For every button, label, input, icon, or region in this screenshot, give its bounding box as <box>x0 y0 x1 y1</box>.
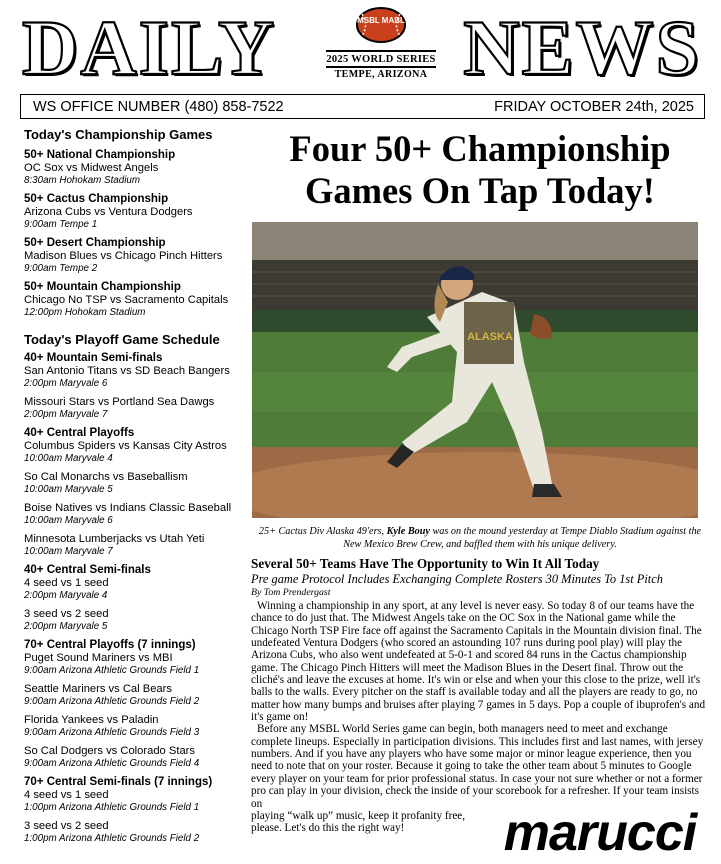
game-teams: Chicago No TSP vs Sacramento Capitals <box>24 294 229 306</box>
game-teams: Seattle Mariners vs Cal Bears <box>24 683 172 695</box>
playoff-group <box>24 563 246 633</box>
game-time-venue: 1:00pm Arizona Athletic Grounds Field 2 <box>24 833 200 844</box>
logo-location: TEMPE, ARIZONA <box>334 69 428 80</box>
playoff-group <box>24 775 246 845</box>
info-bar <box>20 94 705 119</box>
game-time-venue: 9:00am Tempe 2 <box>24 263 98 274</box>
masthead-title-right: NEWS <box>463 4 701 91</box>
world-series-logo <box>318 6 444 90</box>
game-teams: 4 seed vs 1 seed <box>24 577 109 589</box>
game-teams: 4 seed vs 1 seed <box>24 789 109 801</box>
championship-title: Today's Championship Games <box>24 127 213 142</box>
article-paragraph: Winning a championship in any sport, at any level is never easy. So today 8 of our teams have the chance to do just that. The Midwest Angels take on the OC Sox in the National game while the Chicago North TSP Fire face off against the Sacramento Capitals in the Mountain division final. The undefeated Ventura Dodgers (who scored an astounding 107 runs during pool play) will play the Arizona Cubs, who also went undefeated at 5-0-1 and scored 84 runs in the Cactus championship game. The Chicago Pinch Hitters will meet the Madison Blues in the Desert final. Throw out the cliché's and leave the excuses at home. It's win or else and when your this close to the prize, well it's balls to the walls. Every pitcher on the staff is available today and all the players are ready to go, no matter how many bumps and bruises after playing 7 games in 5 days. Pop a couple of ibuprofen's and it's game on! <box>251 600 706 724</box>
group-heading: 40+ Central Semi-finals <box>24 564 151 576</box>
caption-lead: 25+ Cactus Div Alaska 49'ers, <box>258 526 387 537</box>
game-teams: Minnesota Lumberjacks vs Utah Yeti <box>24 533 205 545</box>
game-teams: OC Sox vs Midwest Angels <box>24 162 159 174</box>
game-teams: So Cal Dodgers vs Colorado Stars <box>24 745 195 757</box>
main-headline <box>250 128 710 212</box>
svg-text:ALASKA: ALASKA <box>467 331 513 343</box>
article-paragraph-tail: playing “walk up” music, keep it profanity free, <box>251 809 466 822</box>
byline: By Tom Prendergast <box>251 587 331 598</box>
game-teams: Puget Sound Mariners vs MBI <box>24 652 173 664</box>
game-teams: 3 seed vs 2 seed <box>24 820 109 832</box>
game-time-venue: 2:00pm Maryvale 6 <box>24 378 108 389</box>
game-teams: So Cal Monarchs vs Baseballism <box>24 471 188 483</box>
game-time-venue: 10:00am Maryvale 7 <box>24 546 113 557</box>
game-heading: 50+ Cactus Championship <box>24 193 169 205</box>
headline-line-1: Four 50+ Championship <box>289 128 671 169</box>
game-time-venue: 2:00pm Maryvale 5 <box>24 621 108 632</box>
masthead <box>0 0 721 92</box>
game-time-venue: 10:00am Maryvale 6 <box>24 515 113 526</box>
group-heading: 70+ Central Semi-finals (7 innings) <box>24 776 213 788</box>
game-teams: Florida Yankees vs Paladin <box>24 714 159 726</box>
office-number: WS OFFICE NUMBER (480) 858-7522 <box>33 98 284 115</box>
issue-date: FRIDAY OCTOBER 24th, 2025 <box>494 98 694 115</box>
game-heading: 50+ Mountain Championship <box>24 281 181 293</box>
game-time-venue: 9:00am Arizona Athletic Grounds Field 1 <box>24 665 200 676</box>
masthead-title-left: DAILY <box>22 4 277 91</box>
baseball-logo-icon <box>353 6 409 44</box>
article-deck: Pre game Protocol Includes Exchanging Complete Rosters 30 Minutes To 1st Pitch <box>251 572 663 586</box>
playoff-title: Today's Playoff Game Schedule <box>24 332 220 347</box>
game-time-venue: 10:00am Maryvale 4 <box>24 453 113 464</box>
game-time-venue: 2:00pm Maryvale 7 <box>24 409 108 420</box>
game-time-venue: 9:00am Arizona Athletic Grounds Field 4 <box>24 758 200 769</box>
article-paragraph-end: please. Let's do this the right way! <box>251 822 405 835</box>
group-heading: 40+ Central Playoffs <box>24 427 135 439</box>
logo-ball-text: MSBL MABL <box>357 16 405 25</box>
game-time-venue: 9:00am Arizona Athletic Grounds Field 3 <box>24 727 200 738</box>
playoff-group <box>24 351 246 421</box>
game-heading: 50+ Desert Championship <box>24 237 166 249</box>
pitcher-photo <box>252 222 698 518</box>
game-teams: Boise Natives vs Indians Classic Baseball <box>24 502 232 514</box>
game-teams: Columbus Spiders vs Kansas City Astros <box>24 440 227 452</box>
game-time-venue: 10:00am Maryvale 5 <box>24 484 113 495</box>
game-time-venue: 8:30am Hohokam Stadium <box>24 175 140 186</box>
article-body <box>251 600 707 835</box>
championship-game <box>24 280 246 319</box>
game-teams: 3 seed vs 2 seed <box>24 608 109 620</box>
game-time-venue: 2:00pm Maryvale 4 <box>24 590 108 601</box>
game-time-venue: 1:00pm Arizona Athletic Grounds Field 1 <box>24 802 200 813</box>
article-paragraph: Before any MSBL World Series game can begin, both managers need to meet and exchange complete lineups. Especially in participation divisions. This includes first and last names, with jersey numbers. And if you have any players who have some major or minor league experience, then you need to note that on your roster. Because it going to take the other team about 5 minutes to Google every player on your team for prior professional status. In case your not sure whether or not a former pro can play in your division, check the inside of your scorebook for a refresher. If your team insists on <box>251 723 704 810</box>
logo-world-series: 2025 WORLD SERIES <box>326 54 436 65</box>
sponsor-name: marucci <box>503 808 697 856</box>
playoff-group <box>24 426 246 558</box>
photo-caption <box>255 525 705 551</box>
schedule-column <box>24 126 246 845</box>
championship-game <box>24 236 246 275</box>
championship-game <box>24 192 246 231</box>
championship-game <box>24 148 246 187</box>
group-heading: 70+ Central Playoffs (7 innings) <box>24 639 196 651</box>
game-time-venue: 9:00am Tempe 1 <box>24 219 98 230</box>
game-teams: Madison Blues vs Chicago Pinch Hitters <box>24 250 223 262</box>
caption-rest: was on the mound yesterday at Tempe Diablo Stadium against the New Mexico Brew Crew, and baffled them with his unique delivery. <box>343 526 702 550</box>
caption-player: Kyle Bouy <box>386 526 430 537</box>
group-heading: 40+ Mountain Semi-finals <box>24 352 163 364</box>
headline-line-2: Games On Tap Today! <box>305 170 655 211</box>
game-heading: 50+ National Championship <box>24 149 176 161</box>
game-teams: San Antonio Titans vs SD Beach Bangers <box>24 365 230 377</box>
article-subhead: Several 50+ Teams Have The Opportunity to Win It All Today <box>251 556 600 571</box>
playoff-group <box>24 638 246 770</box>
game-teams: Missouri Stars vs Portland Sea Dawgs <box>24 396 215 408</box>
game-teams: Arizona Cubs vs Ventura Dodgers <box>24 206 193 218</box>
marucci-logo <box>494 808 706 856</box>
game-time-venue: 9:00am Arizona Athletic Grounds Field 2 <box>24 696 200 707</box>
game-time-venue: 12:00pm Hohokam Stadium <box>24 307 146 318</box>
